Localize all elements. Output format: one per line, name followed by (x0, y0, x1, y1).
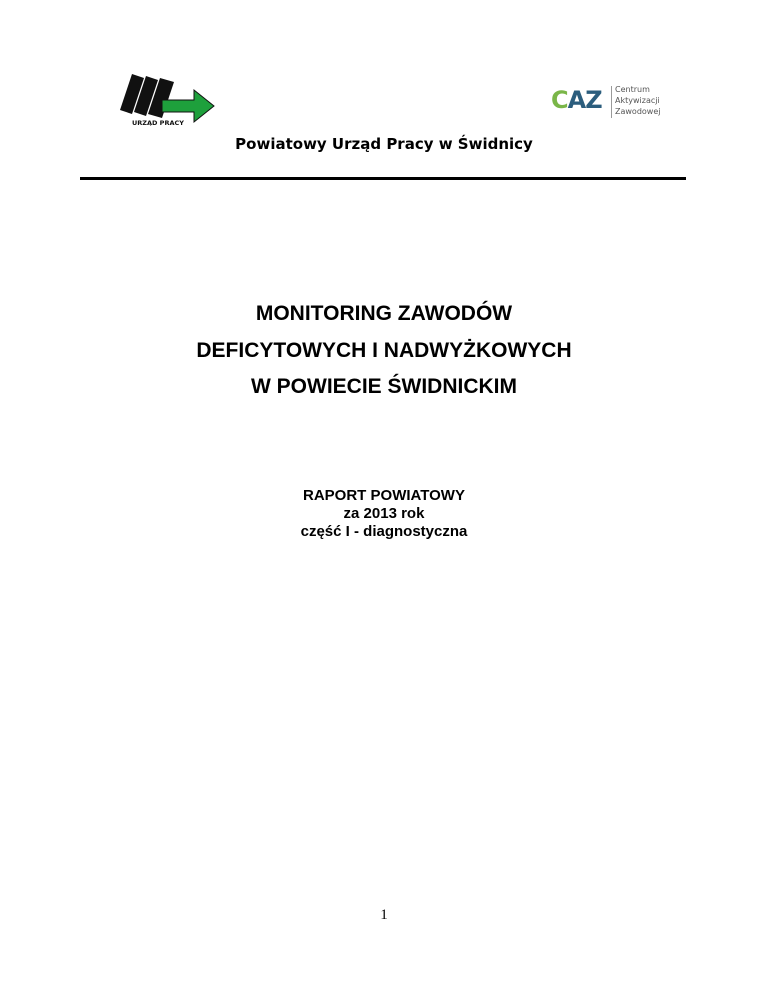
report-line-2: za 2013 rok (343, 505, 425, 522)
caz-logo (551, 84, 675, 120)
caz-logo-line-1: Centrum (615, 85, 650, 94)
urzad-pracy-logo (118, 70, 218, 126)
header-rule (80, 177, 686, 180)
caz-logo-divider (611, 86, 612, 118)
caz-logo-line-2: Aktywizacji (615, 96, 660, 105)
caz-logo-letters: CAZ (551, 86, 602, 114)
report-line-3: część I - diagnostyczna (300, 523, 468, 540)
caz-logo-line-3: Zawodowej (615, 107, 661, 116)
office-name: Powiatowy Urząd Pracy w Świdnicy (235, 135, 533, 153)
title-line-2: DEFICYTOWYCH I NADWYŻKOWYCH (196, 339, 572, 362)
urzad-pracy-logo-text: URZĄD PRACY (132, 119, 184, 126)
report-line-1: RAPORT POWIATOWY (303, 487, 465, 504)
title-line-1: MONITORING ZAWODÓW (255, 302, 513, 325)
title-line-3: W POWIECIE ŚWIDNICKIM (251, 375, 517, 398)
page-number: 1 (380, 907, 388, 923)
urzad-pracy-logo-graphic (118, 70, 218, 126)
caz-logo-caption (615, 84, 660, 117)
